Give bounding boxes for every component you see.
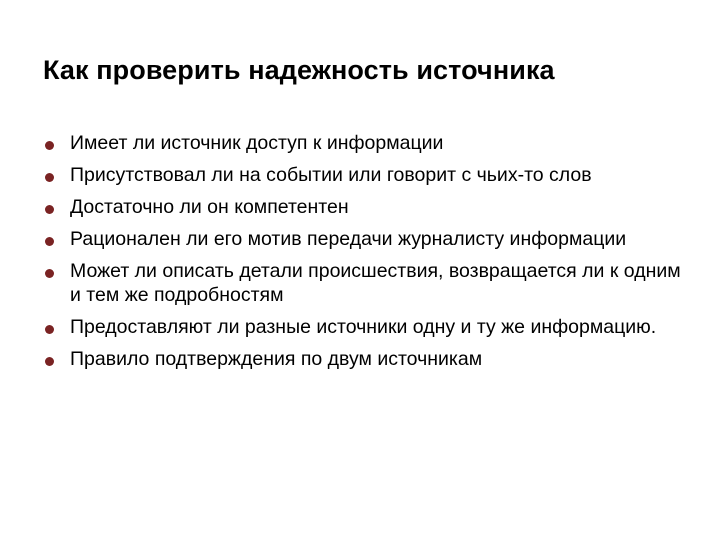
- bullet-dot-icon: [45, 237, 54, 246]
- list-item: [44, 163, 684, 187]
- bullet-text: Может ли описать детали происшествия, возвращается ли к одним и тем же подробностям: [70, 260, 681, 306]
- bullet-dot-icon: [45, 173, 54, 182]
- bullet-list: [44, 131, 684, 379]
- list-item: [44, 131, 684, 155]
- bullet-dot-icon: [45, 325, 54, 334]
- bullet-text: Имеет ли источник доступ к информации: [70, 132, 444, 154]
- list-item: [44, 195, 684, 219]
- bullet-text: Предоставляют ли разные источники одну и ту же информацию.: [70, 316, 657, 338]
- bullet-text: Рационален ли его мотив передачи журналисту информации: [70, 228, 627, 250]
- bullet-text: Присутствовал ли на событии или говорит с чьих-то слов: [70, 164, 592, 186]
- bullet-dot-icon: [45, 357, 54, 366]
- bullet-dot-icon: [45, 269, 54, 278]
- slide-title: Как проверить надежность источника: [43, 55, 555, 85]
- bullet-dot-icon: [45, 141, 54, 150]
- list-item: [44, 347, 684, 371]
- bullet-text: Правило подтверждения по двум источникам: [70, 348, 483, 370]
- list-item: [44, 315, 684, 339]
- list-item: [44, 259, 684, 307]
- bullet-dot-icon: [45, 205, 54, 214]
- bullet-text: Достаточно ли он компетентен: [70, 196, 349, 218]
- list-item: [44, 227, 684, 251]
